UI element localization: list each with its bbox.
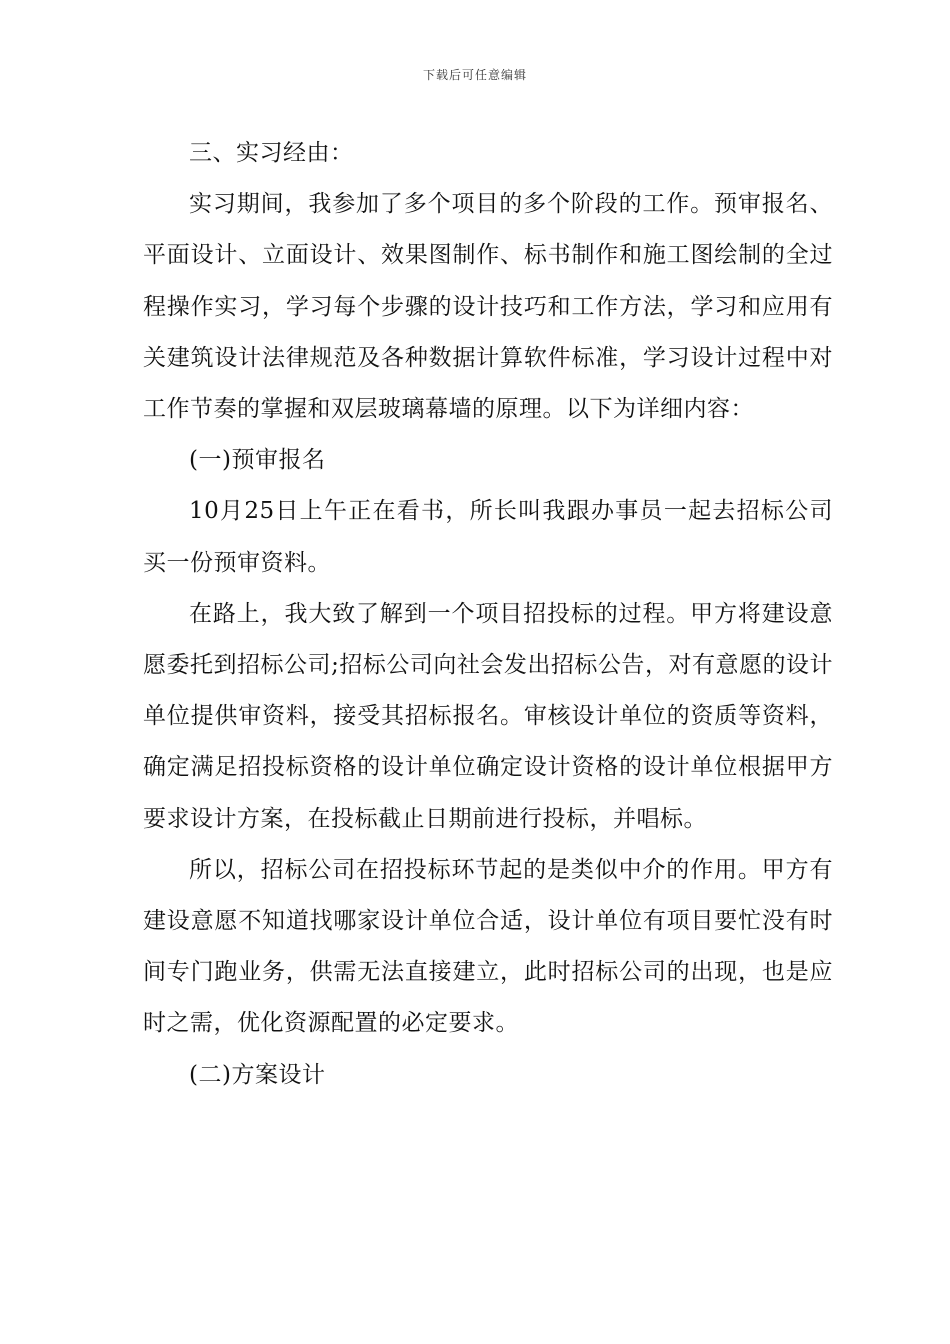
paragraph-2: 在路上，我大致了解到一个项目招投标的过程。甲方将建设意愿委托到招标公司;招标公司向社会发出招标公告，对有意愿的设计单位提供审资料，接受其招标报名。审核设计单位的资质等资料，确定满足招投标资格的设计单位确定设计资格的设计单位根据甲方要求设计方案，在投标截止日期前进行投标，并唱标。 xyxy=(143,600,833,832)
paragraph-1: 10月25日上午正在看书，所长叫我跟办事员一起去招标公司买一份预审资料。 xyxy=(143,498,833,576)
subsection-title-1: (一)预审报名 xyxy=(189,447,326,474)
section-title: 三、实习经由： xyxy=(189,140,354,166)
subsection-title-2: (二)方案设计 xyxy=(189,1061,326,1088)
header-note: 下载后可任意编辑 xyxy=(422,68,527,82)
document-body xyxy=(143,128,833,1101)
intro-paragraph: 实习期间，我参加了多个项目的多个阶段的工作。预审报名、平面设计、立面设计、效果图制作、标书制作和施工图绘制的全过程操作实习，学习每个步骤的设计技巧和工作方法，学习和应用有关建筑设计法律规范及各种数据计算软件标准，学习设计过程中对工作节奏的掌握和双层玻璃幕墙的原理。以下为详细内容： xyxy=(143,191,833,423)
paragraph-3: 所以，招标公司在招投标环节起的是类似中介的作用。甲方有建设意愿不知道找哪家设计单位合适，设计单位有项目要忙没有时间专门跑业务，供需无法直接建立，此时招标公司的出现，也是应时之需，优化资源配置的必定要求。 xyxy=(143,856,833,1037)
